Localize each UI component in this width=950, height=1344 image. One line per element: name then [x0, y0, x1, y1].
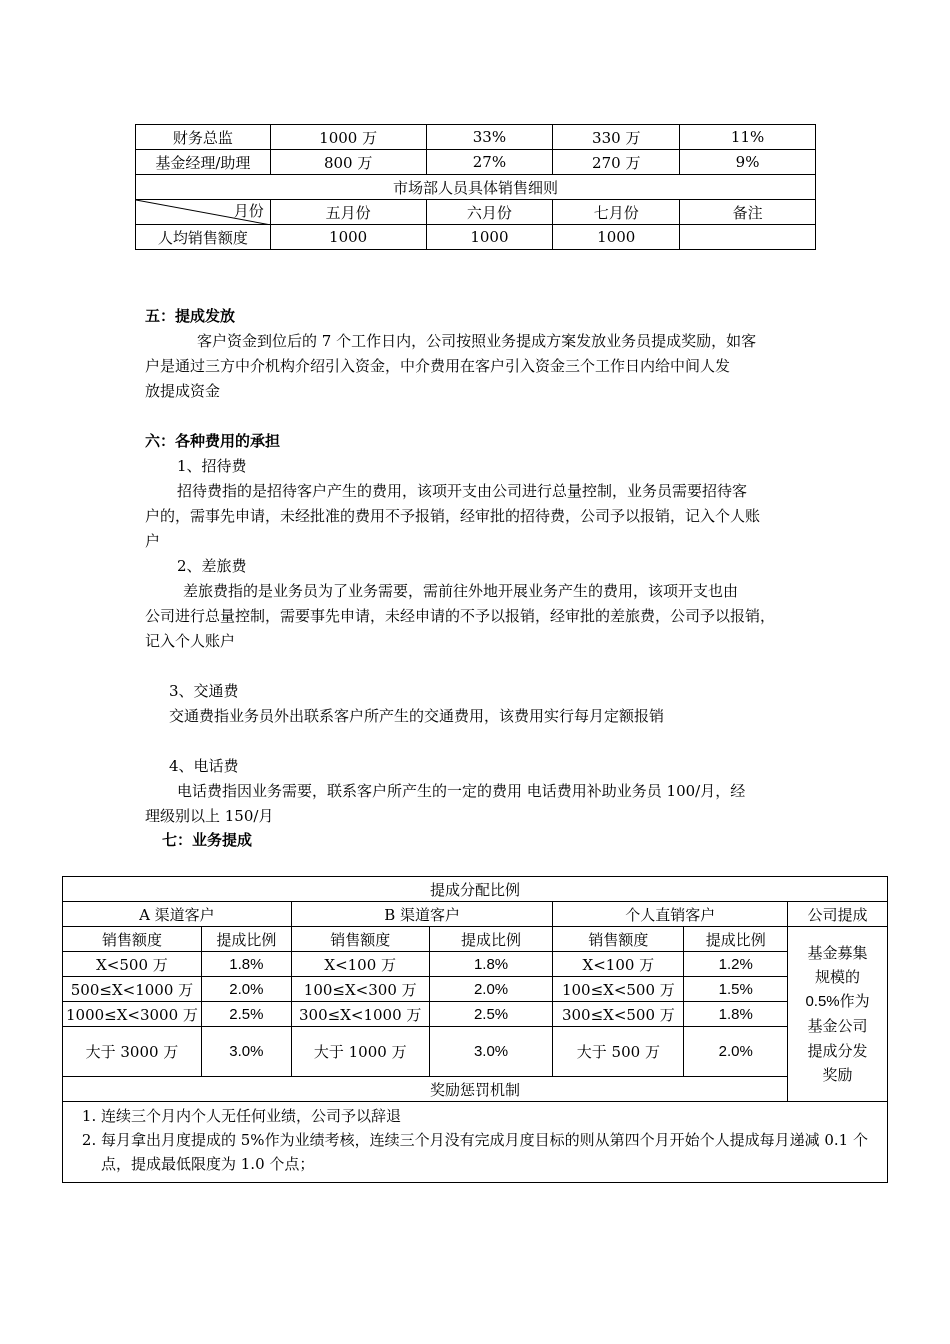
cell: 1.2% [684, 952, 788, 977]
text-line: 招待费指的是招待客户产生的费用，该项开支由公司进行总量控制，业务员需要招待客 [177, 482, 748, 500]
fee-item-heading: 4、电话费 [169, 757, 239, 775]
sales-detail-table [135, 124, 816, 250]
cell: 100≤X<500 万 [553, 977, 684, 1002]
fee-item-travel [145, 554, 815, 654]
table-row [63, 877, 888, 902]
diagonal-header-cell [136, 200, 271, 225]
rules-title: 奖励惩罚机制 [63, 1077, 888, 1102]
group-header-b: B 渠道客户 [291, 902, 553, 927]
text-line: 理级别以上 150/月 [145, 807, 274, 825]
table-row [63, 1002, 888, 1027]
fee-item-heading: 1、招待费 [177, 457, 247, 475]
cell: 3.0% [201, 1027, 291, 1077]
section-5-body [145, 329, 815, 404]
cell: 财务总监 [136, 125, 271, 150]
text-line: 客户资金到位后的 7 个工作日内，公司按照业务提成方案发放业务员提成奖励，如客 [197, 332, 757, 350]
text-line: 公司进行总量控制，需要事先申请，未经申请的不予以报销，经审批的差旅费，公司予以报销， [145, 607, 776, 625]
text-line: 记入个人账户 [145, 632, 236, 650]
fee-item-transport [145, 679, 815, 729]
text-line: 户是通过三方中介机构介绍引入资金，中介费用在客户引入资金三个工作日内给中间人发 [145, 357, 731, 375]
table-row [63, 902, 888, 927]
cell: 1000≤X<3000 万 [63, 1002, 202, 1027]
table-row [136, 175, 816, 200]
header-cell: 六月份 [426, 200, 553, 225]
section-title-cell: 市场部人员具体销售细则 [136, 175, 816, 200]
cell: 1000 [426, 225, 553, 250]
section-5-heading: 五：提成发放 [145, 307, 236, 325]
cell: 300≤X<1000 万 [291, 1002, 429, 1027]
section-6-heading: 六：各种费用的承担 [145, 432, 281, 450]
cell: 1.8% [201, 952, 291, 977]
fee-item-telephone [145, 754, 815, 829]
cell: 2.0% [429, 977, 553, 1002]
text-line: 户的，需事先申请，未经批准的费用不予报销，经审批的招待费，公司予以报销，记入个人账 [145, 507, 761, 525]
text-line: 基金公司 [807, 1017, 868, 1035]
sub-header: 提成比例 [201, 927, 291, 952]
cell: 1.8% [429, 952, 553, 977]
cell: 500≤X<1000 万 [63, 977, 202, 1002]
cell: 2.0% [684, 1027, 788, 1077]
cell: X<100 万 [291, 952, 429, 977]
cell [680, 225, 816, 250]
text-line: 规模的 [815, 968, 861, 986]
group-header-direct: 个人直销客户 [553, 902, 788, 927]
table-row [136, 150, 816, 175]
table-row [136, 125, 816, 150]
table-row [136, 200, 816, 225]
cell: 330 万 [553, 125, 680, 150]
cell: 33% [426, 125, 553, 150]
table-row [63, 1027, 888, 1077]
rules-cell [63, 1102, 888, 1183]
cell: 2.0% [201, 977, 291, 1002]
fee-item-entertainment [145, 454, 815, 554]
text-line: 奖励 [822, 1066, 853, 1084]
table-row [63, 1077, 888, 1102]
cell: 300≤X<500 万 [553, 1002, 684, 1027]
cell: 人均销售额度 [136, 225, 271, 250]
cell: 2.5% [201, 1002, 291, 1027]
cell: 1.5% [684, 977, 788, 1002]
cell: 11% [680, 125, 816, 150]
text-line: 户 [145, 532, 161, 550]
section-7-heading: 七：业务提成 [162, 831, 253, 849]
commission-table [62, 876, 888, 1183]
table-row [63, 977, 888, 1002]
cell: 800 万 [270, 150, 426, 175]
cell: 3.0% [429, 1027, 553, 1077]
table-row [63, 1102, 888, 1183]
table-row [136, 225, 816, 250]
header-cell: 备注 [680, 200, 816, 225]
list-item: 1. 连续三个月内个人无任何业绩，公司予以辞退 [101, 1104, 887, 1128]
cell: 9% [680, 150, 816, 175]
text-line: 0.5%作为 [805, 992, 870, 1010]
text-line: 电话费指因业务需要，联系客户所产生的一定的费用 电话费用补助业务员 100/月，经 [177, 782, 746, 800]
cell: 27% [426, 150, 553, 175]
sub-header: 销售额度 [63, 927, 202, 952]
cell: 大于 500 万 [553, 1027, 684, 1077]
text-line: 提成分发 [807, 1041, 868, 1060]
cell: 2.5% [429, 1002, 553, 1027]
cell: X<100 万 [553, 952, 684, 977]
fee-item-heading: 2、差旅费 [177, 557, 247, 575]
sub-header: 提成比例 [684, 927, 788, 952]
cell: 1000 [270, 225, 426, 250]
list-item: 2. 每月拿出月度提成的 5%作为业绩考核，连续三个月没有完成月度目标的则从第四个月开始个人提成每月递减 0.1 个点，提成最低限度为 1.0 个点； [101, 1128, 887, 1176]
sub-header: 销售额度 [553, 927, 684, 952]
table-title: 提成分配比例 [63, 877, 888, 902]
sub-header: 提成比例 [429, 927, 553, 952]
cell: 大于 1000 万 [291, 1027, 429, 1077]
fee-item-heading: 3、交通费 [169, 682, 239, 700]
text-line: 差旅费指的是业务员为了业务需要，需前往外地开展业务产生的费用，该项开支也由 [183, 582, 739, 600]
group-header-a: A 渠道客户 [63, 902, 292, 927]
text-line: 交通费指业务员外出联系客户所产生的交通费用，该费用实行每月定额报销 [169, 707, 665, 725]
cell: 1000 [553, 225, 680, 250]
header-cell: 五月份 [270, 200, 426, 225]
cell: 100≤X<300 万 [291, 977, 429, 1002]
table-row [63, 927, 888, 952]
corner-label: 月份 [233, 202, 264, 220]
table-row [63, 952, 888, 977]
text-line: 基金募集 [807, 943, 868, 962]
cell: 1.8% [684, 1002, 788, 1027]
cell: X<500 万 [63, 952, 202, 977]
sub-header: 销售额度 [291, 927, 429, 952]
company-commission-cell [788, 927, 888, 1102]
cell: 270 万 [553, 150, 680, 175]
text-line: 放提成资金 [145, 382, 221, 400]
cell: 1000 万 [270, 125, 426, 150]
cell: 大于 3000 万 [63, 1027, 202, 1077]
cell: 基金经理/助理 [136, 150, 271, 175]
header-cell: 七月份 [553, 200, 680, 225]
rules-list [63, 1104, 887, 1176]
group-header-company: 公司提成 [788, 902, 888, 927]
